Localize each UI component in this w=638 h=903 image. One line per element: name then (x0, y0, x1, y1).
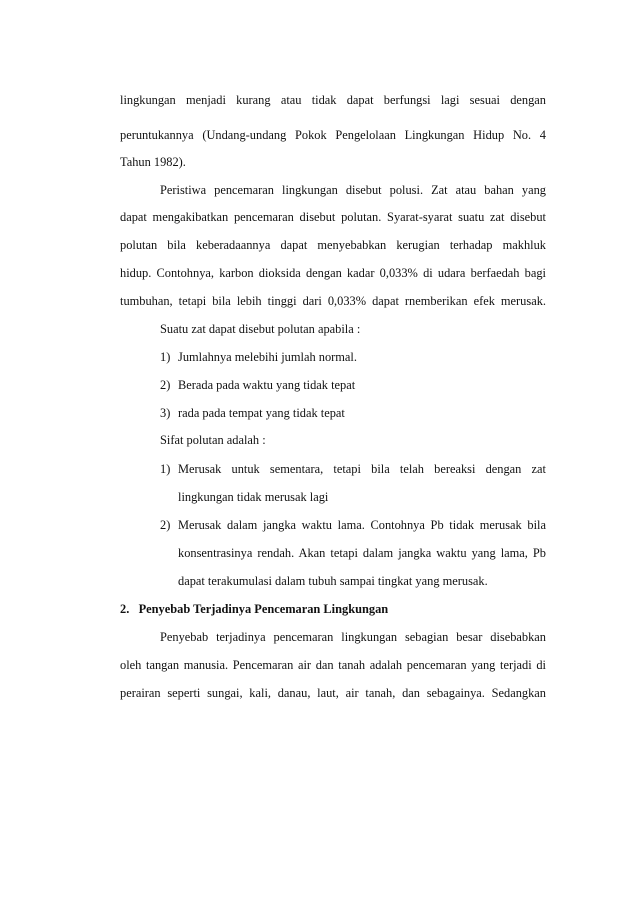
section-2-line-2: oleh tangan manusia. Pencemaran air dan tanah adalah pencemaran yang terjadi di (120, 658, 546, 672)
criteria-item-1-text: Jumlahnya melebihi jumlah normal. (178, 350, 357, 364)
polutan-criteria-intro: Suatu zat dapat disebut polutan apabila : (160, 322, 361, 336)
criteria-item-1-number: 1) (160, 350, 171, 364)
criteria-item-2-number: 2) (160, 378, 171, 392)
section-2-line-1: Penyebab terjadinya pencemaran lingkungan sebagian besar disebabkan (160, 630, 546, 644)
property-item-2-line-3: dapat terakumulasi dalam tubuh sampai tingkat yang merusak. (178, 574, 488, 588)
paragraph-2-line-1: Peristiwa pencemaran lingkungan disebut polusi. Zat atau bahan yang (160, 183, 546, 197)
paragraph-2-line-4: hidup. Contohnya, karbon dioksida dengan kadar 0,033% di udara berfaedah bagi (120, 266, 546, 280)
property-item-2-line-2: konsentrasinya rendah. Akan tetapi dalam jangka waktu yang lama, Pb (178, 546, 546, 560)
polutan-properties-intro: Sifat polutan adalah : (160, 433, 266, 447)
criteria-item-3-number: 3) (160, 406, 171, 420)
criteria-item-3-text: rada pada tempat yang tidak tepat (178, 406, 345, 420)
paragraph-2-line-3: polutan bila keberadaannya dapat menyebabkan kerugian terhadap makhluk (120, 238, 546, 252)
criteria-item-2-text: Berada pada waktu yang tidak tepat (178, 378, 356, 392)
property-item-1-number: 1) (160, 462, 171, 476)
paragraph-2-line-5: tumbuhan, tetapi bila lebih tinggi dari 0,033% dapat rnemberikan efek merusak. (120, 294, 546, 308)
property-item-1-line-1: Merusak untuk sementara, tetapi bila telah bereaksi dengan zat (178, 462, 546, 476)
paragraph-1-line-1: lingkungan menjadi kurang atau tidak dapat berfungsi lagi sesuai dengan (120, 93, 546, 107)
property-item-1-line-2: lingkungan tidak merusak lagi (178, 490, 329, 504)
property-item-2-line-1: Merusak dalam jangka waktu lama. Contohnya Pb tidak merusak bila (178, 518, 546, 532)
property-item-2-number: 2) (160, 518, 171, 532)
paragraph-2-line-2: dapat mengakibatkan pencemaran disebut polutan. Syarat-syarat suatu zat disebut (120, 210, 546, 224)
paragraph-1-line-3: Tahun 1982). (120, 155, 186, 169)
section-2-heading: 2. Penyebab Terjadinya Pencemaran Lingkungan (120, 602, 389, 616)
section-2-line-3: perairan seperti sungai, kali, danau, laut, air tanah, dan sebagainya. Sedangkan (120, 686, 546, 700)
paragraph-1-line-2: peruntukannya (Undang-undang Pokok Pengelolaan Lingkungan Hidup No. 4 (120, 128, 546, 142)
